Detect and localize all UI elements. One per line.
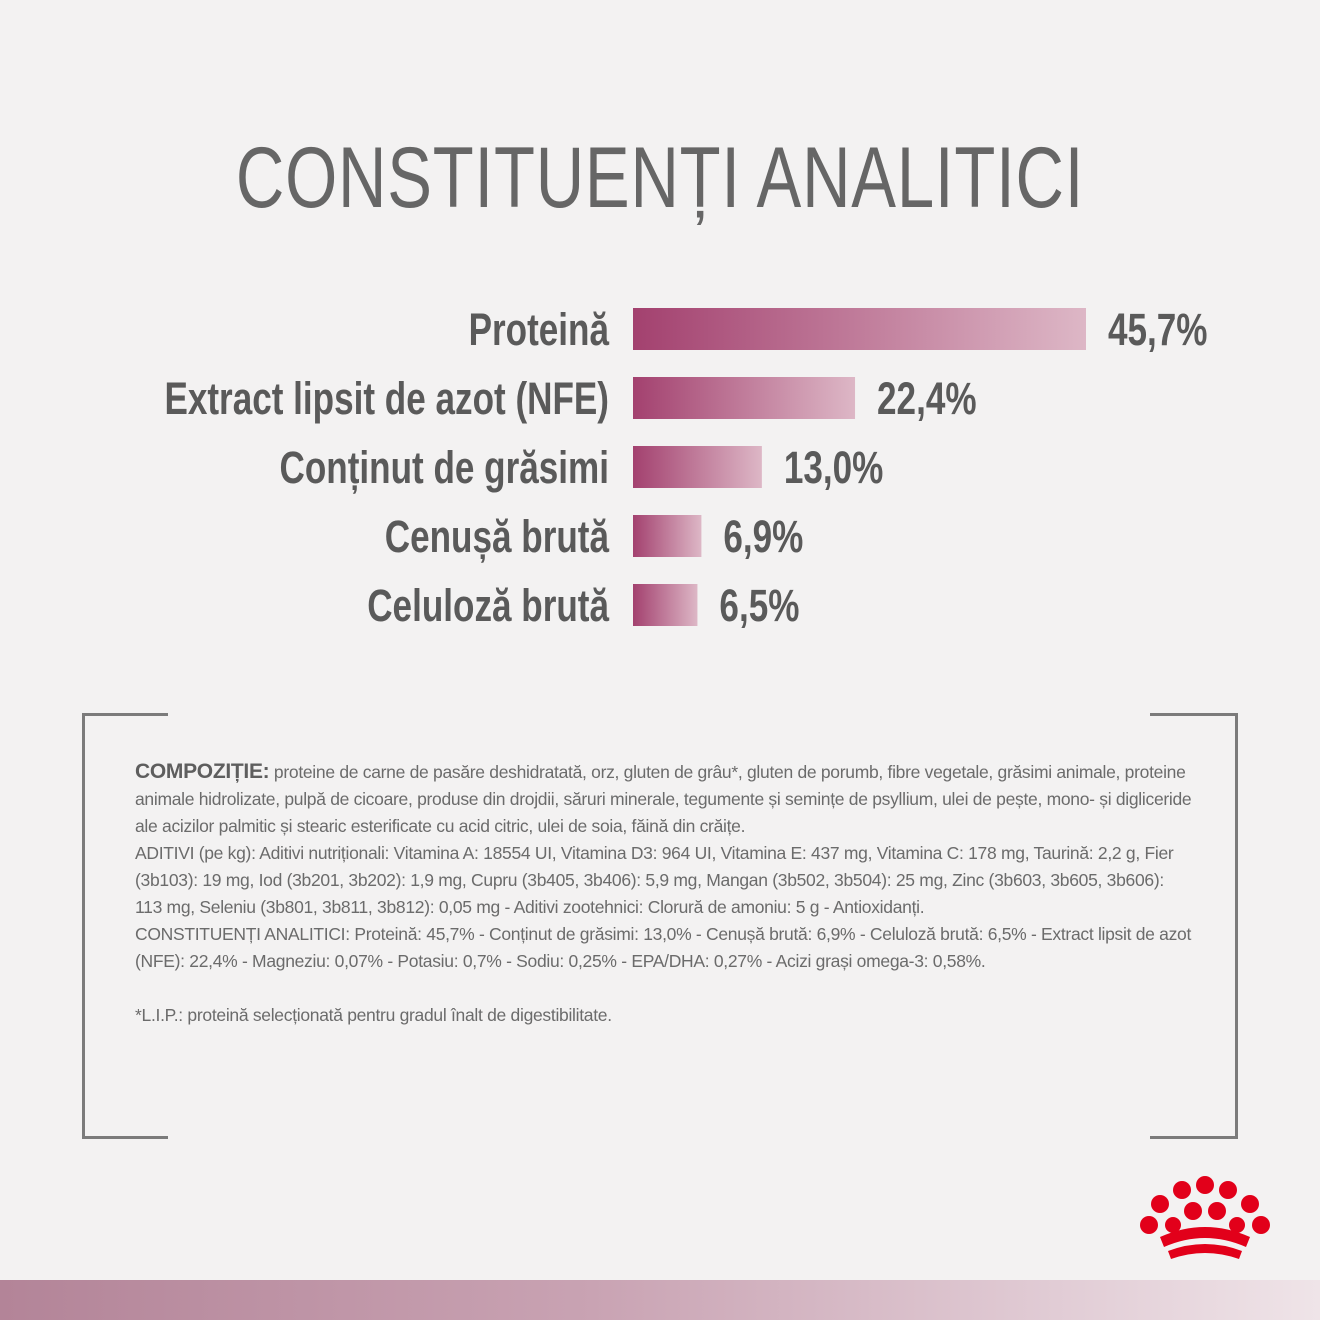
- composition-heading: COMPOZIȚIE:: [135, 760, 270, 783]
- composition-ingredients: proteine de carne de pasăre deshidratată, orz, gluten de grâu*, gluten de porumb, fibre vegetale, grăsimi animale, proteine animale hidrolizate, pulpă de cicoare, produse din drojdii, săruri minerale, tegumente și semințe de psyllium, ulei de pește, mono- și digliceride ale acizilor palmitic și stearic esterificate cu acid citric, ulei de soia, făină din crăițe.: [135, 762, 1192, 836]
- value-label: 22,4%: [877, 372, 977, 425]
- value-label: 13,0%: [783, 441, 884, 494]
- composition-additives: ADITIVI (pe kg): Aditivi nutriționali: Vitamina A: 18554 UI, Vitamina D3: 964 UI, Vitamina E: 437 mg, Vitamina C: 178 mg, Taurină: 2,2 g, Fier (3b103): 19 mg, Iod (3b201, 3b202): 1,9 mg, Cupru (3b405, 3b406): 5,9 mg, Mangan (3b502, 3b504): 25 mg, Zinc (3b603, 3b605, 3b606): 113 mg, Seleniu (3b801, 3b811, 3b812): 0,05 mg - Aditivi zootehnici: Clorură de amoniu: 5 g - Antioxidanți.: [135, 843, 1174, 917]
- category-label: Conținut de grăsimi: [279, 441, 609, 494]
- bar: [633, 377, 855, 419]
- composition-text-block: [135, 758, 1195, 1029]
- decorative-bottom-band: [0, 1280, 1320, 1320]
- value-label: 6,5%: [719, 579, 800, 632]
- bar: [633, 584, 697, 626]
- bar: [633, 308, 1086, 350]
- value-label: 45,7%: [1108, 303, 1208, 356]
- composition-footnote: *L.I.P.: proteină selecționată pentru gradul înalt de digestibilitate.: [135, 1005, 612, 1025]
- nutrient-bar-chart: [0, 290, 1320, 650]
- category-label: Cenușă brută: [384, 510, 609, 563]
- composition-paragraph: [135, 758, 1195, 840]
- royal-canin-crown-icon: [1138, 1175, 1272, 1261]
- composition-analytical: CONSTITUENȚI ANALITICI: Proteină: 45,7% - Conținut de grăsimi: 13,0% - Cenușă brută: 6,9% - Celuloză brută: 6,5% - Extract lipsit de azot (NFE): 22,4% - Magneziu: 0,07% - Potasiu: 0,7% - Sodiu: 0,25% - EPA/DHA: 0,27% - Acizi grași omega-3: 0,58%.: [135, 924, 1192, 971]
- value-label: 6,9%: [723, 510, 804, 563]
- bar: [633, 446, 762, 488]
- bar: [633, 515, 701, 557]
- page-title: CONSTITUENȚI ANALITICI: [235, 130, 1085, 226]
- category-label: Proteină: [468, 303, 609, 356]
- category-label: Extract lipsit de azot (NFE): [164, 372, 609, 425]
- category-label: Celuloză brută: [367, 579, 609, 632]
